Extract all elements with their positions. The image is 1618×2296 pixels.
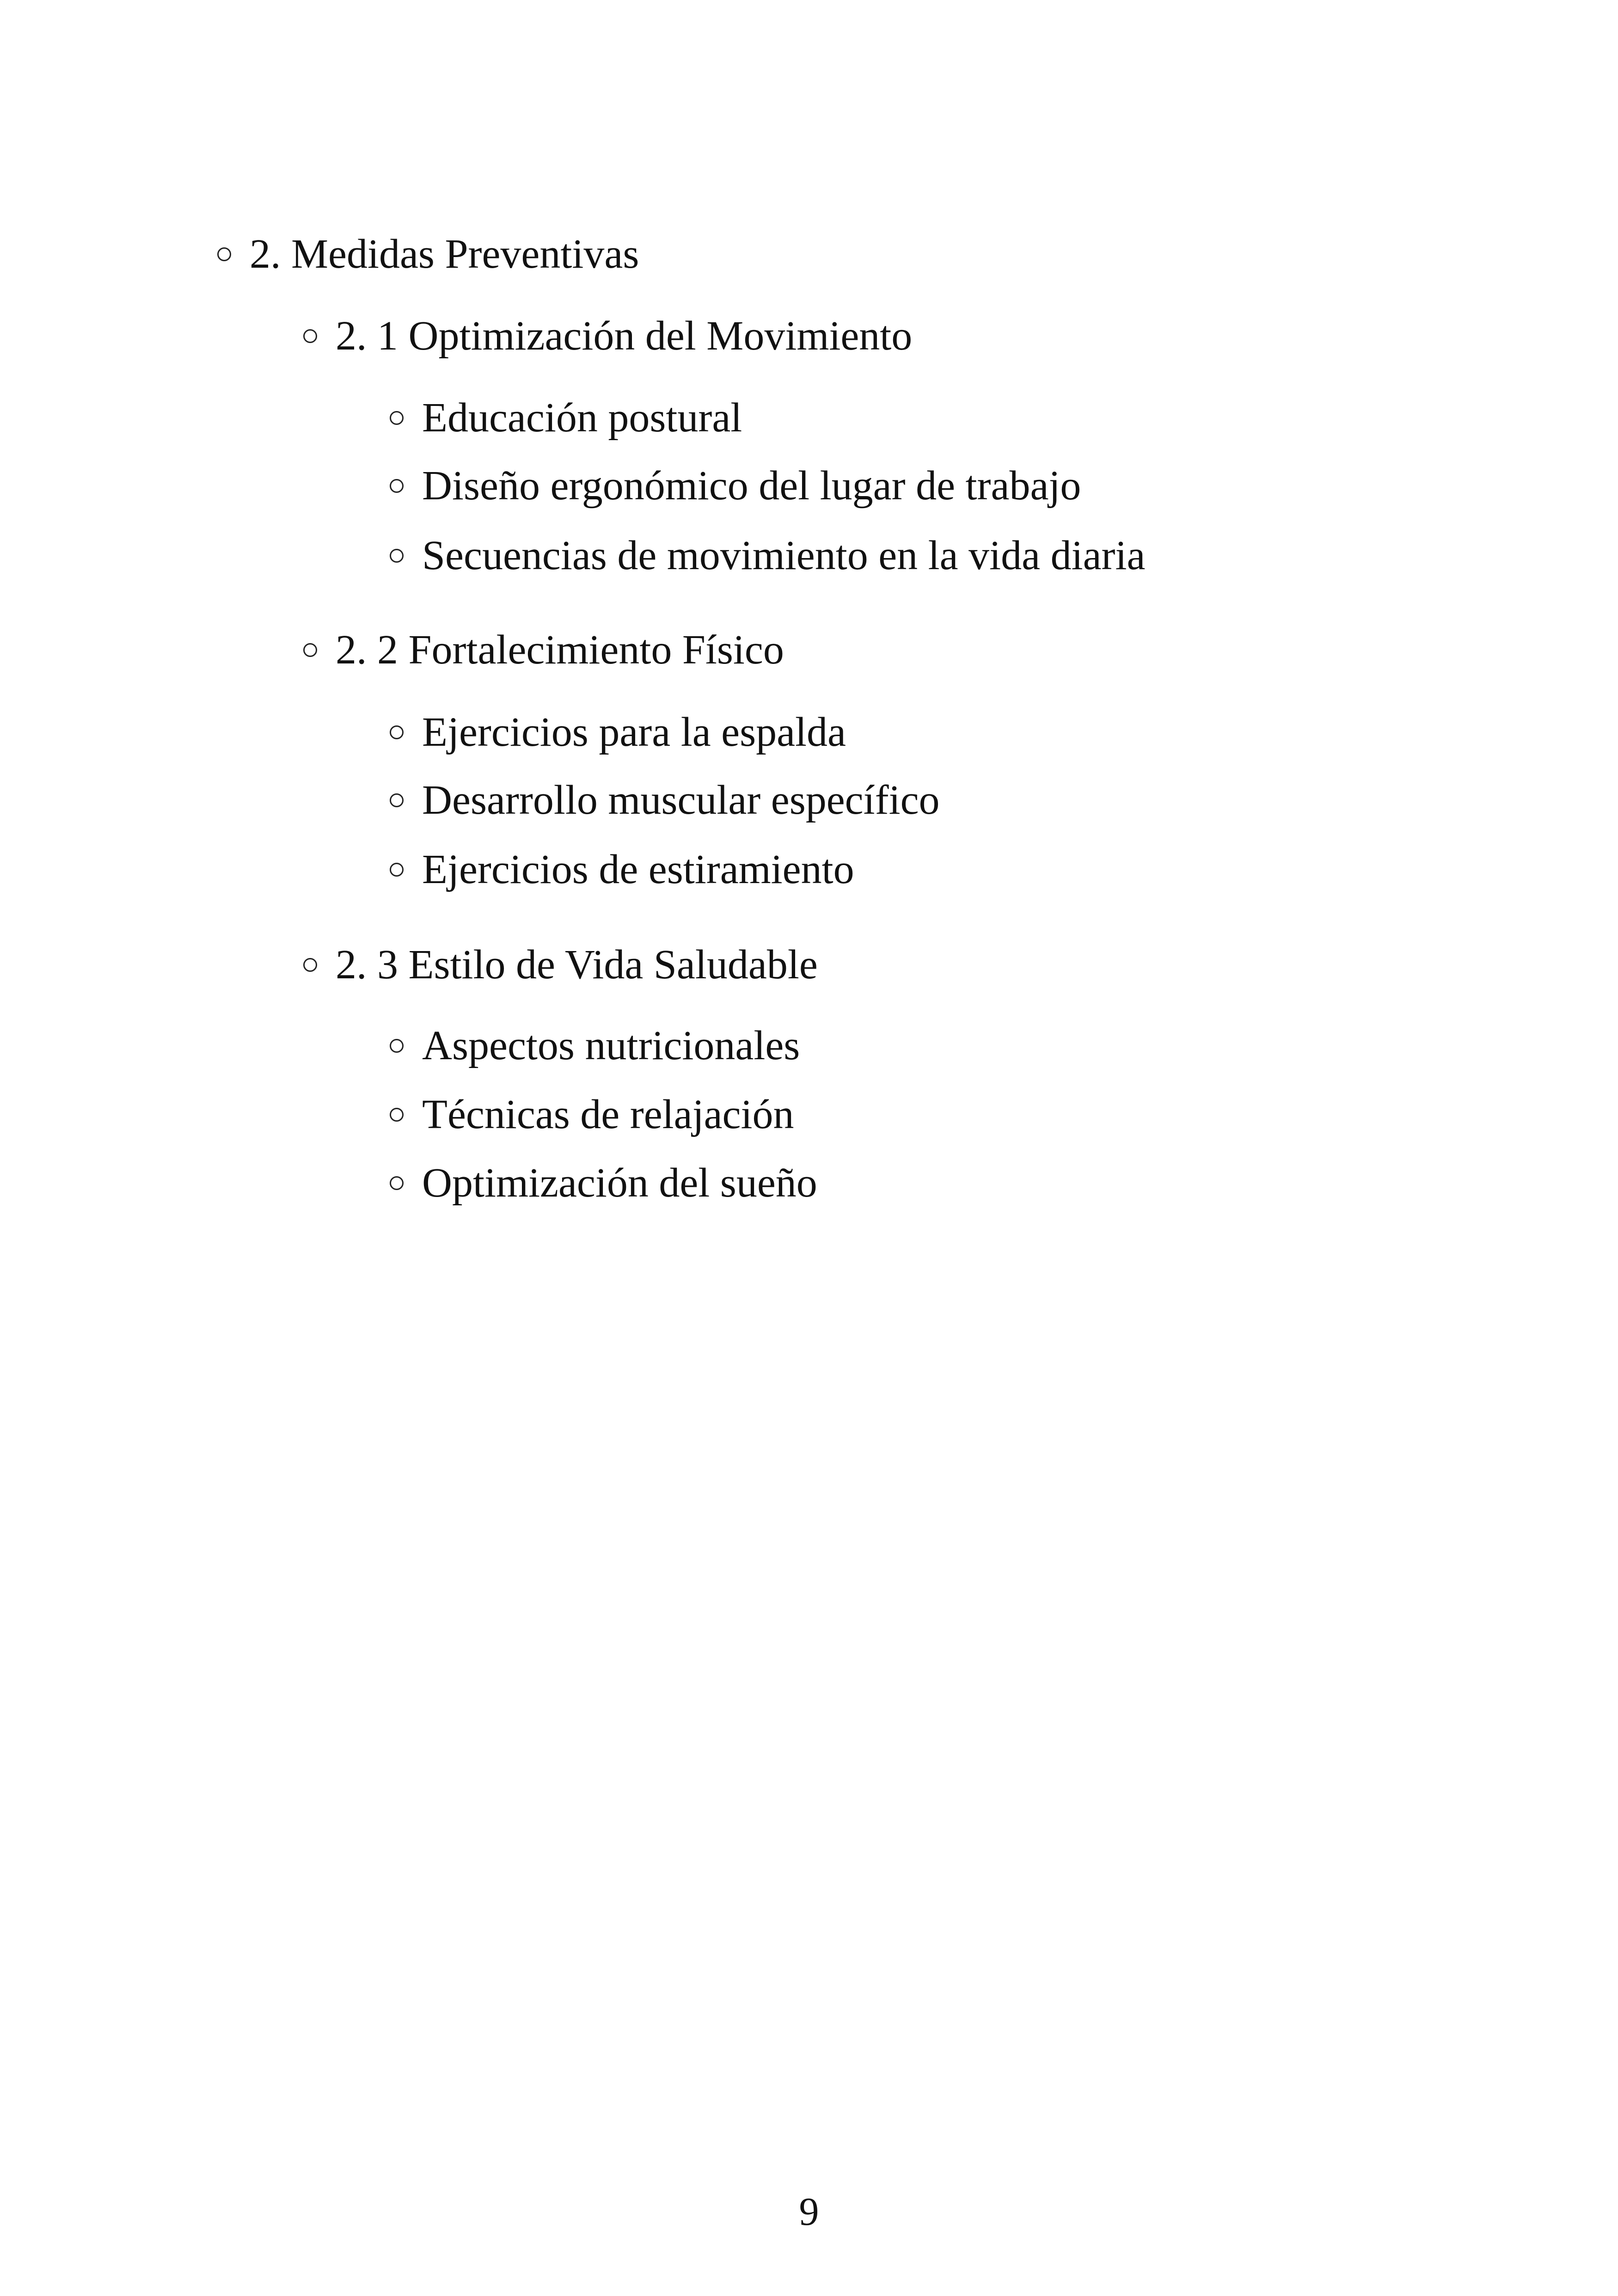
outline-item-point	[390, 1089, 794, 1140]
subsection-heading: 2. 1 Optimización del Movimiento	[336, 313, 913, 359]
outline-item-point	[390, 775, 940, 826]
point-text: Secuencias de movimiento en la vida diaria	[422, 533, 1146, 578]
outline-item-point	[390, 1020, 800, 1071]
point-text: Educación postural	[422, 395, 742, 441]
outline-item-point	[390, 460, 1081, 511]
subsection-heading: 2. 3 Estilo de Vida Saludable	[336, 942, 818, 988]
circle-bullet-icon	[390, 411, 404, 425]
circle-bullet-icon	[390, 1039, 404, 1053]
circle-bullet-icon	[303, 643, 317, 657]
circle-bullet-icon	[390, 793, 404, 807]
circle-bullet-icon	[390, 549, 404, 563]
outline-item-section	[217, 229, 639, 280]
outline-item-point	[390, 707, 846, 758]
point-text: Desarrollo muscular específico	[422, 777, 940, 823]
circle-bullet-icon	[303, 329, 317, 343]
point-text: Ejercicios para la espalda	[422, 709, 846, 755]
point-text: Diseño ergonómico del lugar de trabajo	[422, 463, 1081, 509]
circle-bullet-icon	[390, 863, 404, 877]
point-text: Optimización del sueño	[422, 1160, 817, 1206]
circle-bullet-icon	[390, 1108, 404, 1122]
page-number: 9	[799, 2189, 819, 2234]
circle-bullet-icon	[217, 247, 231, 261]
outline-item-subsection	[303, 625, 784, 675]
outline-item-point	[390, 393, 742, 443]
outline-item-subsection	[303, 311, 912, 362]
circle-bullet-icon	[390, 725, 404, 739]
point-text: Técnicas de relajación	[422, 1092, 794, 1137]
circle-bullet-icon	[390, 479, 404, 493]
outline-item-point	[390, 530, 1145, 581]
outline-item-point	[390, 1158, 817, 1209]
outline-item-subsection	[303, 939, 818, 990]
circle-bullet-icon	[390, 1176, 404, 1190]
subsection-heading: 2. 2 Fortalecimiento Físico	[336, 627, 784, 673]
section-heading: 2. Medidas Preventivas	[250, 231, 639, 277]
outline-item-point	[390, 844, 854, 895]
point-text: Ejercicios de estiramiento	[422, 847, 854, 892]
circle-bullet-icon	[303, 958, 317, 972]
point-text: Aspectos nutricionales	[422, 1023, 800, 1068]
